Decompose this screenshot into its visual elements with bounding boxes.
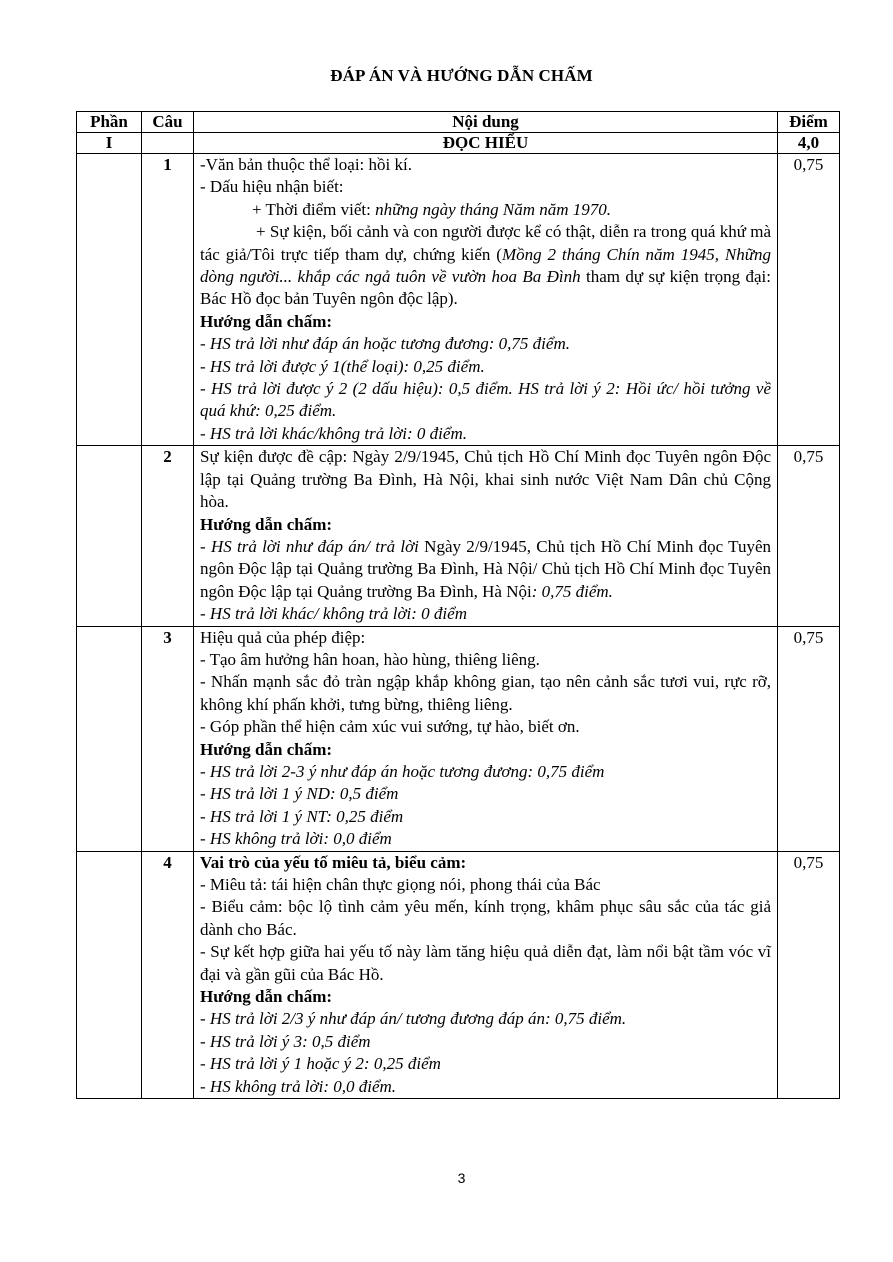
table-header-row xyxy=(77,112,840,133)
content-heading: Vai trò của yếu tố miêu tả, biểu cảm: xyxy=(200,852,467,872)
table-row xyxy=(77,626,840,851)
header-content: Nội dung xyxy=(194,112,778,133)
table-row xyxy=(77,446,840,626)
part-cell xyxy=(77,446,142,626)
content-text: + Thời điểm viết: xyxy=(252,199,376,219)
content-line: - Tạo âm hưởng hân hoan, hào hùng, thiêng liêng. xyxy=(200,649,540,669)
guide-heading: Hướng dẫn chấm: xyxy=(200,987,333,1007)
content-line: - Miêu tả: tái hiện chân thực giọng nói, phong thái của Bác xyxy=(200,875,601,894)
content-line xyxy=(200,221,771,311)
header-part: Phần xyxy=(77,112,142,133)
part-cell xyxy=(77,851,142,1098)
content-line: Sự kiện được đề cập: Ngày 2/9/1945, Chủ tịch Hồ Chí Minh đọc Tuyên ngôn Độc lập tại Quảng trường Ba Đình, Hà Nội, khai sinh nước Việt Nam Dân chủ Cộng hòa. xyxy=(200,447,771,512)
section-name: ĐỌC HIỂU xyxy=(194,133,778,154)
content-line: - Sự kết hợp giữa hai yếu tố này làm tăng hiệu quả diễn đạt, làm nổi bật tầm vóc vĩ đại và gần gũi của Bác Hồ. xyxy=(200,942,771,984)
guide-line: - HS trả lời như đáp án hoặc tương đương: 0,75 điểm. xyxy=(200,334,570,354)
guide-line: - HS trả lời được ý 1(thể loại): 0,25 điểm. xyxy=(200,356,485,376)
answer-content xyxy=(194,154,778,446)
guide-line: - HS trả lời 2/3 ý như đáp án/ tương đương đáp án: 0,75 điểm. xyxy=(200,1009,627,1029)
answer-content xyxy=(194,626,778,851)
guide-heading: Hướng dẫn chấm: xyxy=(200,514,333,534)
page-title: ĐÁP ÁN VÀ HƯỚNG DẪN CHẤM xyxy=(330,66,593,85)
table-row xyxy=(77,154,840,446)
question-number: 4 xyxy=(142,851,194,1098)
content-text: - HS trả lời như đáp án/ trả lời xyxy=(200,536,419,556)
guide-heading: Hướng dẫn chấm: xyxy=(200,739,333,759)
guide-line: - HS trả lời ý 1 hoặc ý 2: 0,25 điểm xyxy=(200,1054,441,1074)
page-number: 3 xyxy=(457,1170,466,1186)
content-line: - Góp phần thể hiện cảm xúc vui sướng, tự hào, biết ơn. xyxy=(200,717,580,737)
guide-line: - HS không trả lời: 0,0 điểm xyxy=(200,829,392,849)
score-cell: 0,75 xyxy=(778,626,840,851)
content-line xyxy=(200,199,771,221)
content-line: Hiệu quả của phép điệp: xyxy=(200,627,366,647)
header-question: Câu xyxy=(142,112,194,133)
content-line: - Biểu cảm: bộc lộ tình cảm yêu mến, kính trọng, khâm phục sâu sắc của tác giả dành cho Bác. xyxy=(200,897,771,939)
answer-table xyxy=(76,111,840,1099)
guide-line: - HS trả lời khác/không trả lời: 0 điểm. xyxy=(200,423,467,443)
score-cell: 0,75 xyxy=(778,154,840,446)
score-cell: 0,75 xyxy=(778,446,840,626)
guide-line xyxy=(200,536,771,603)
section-row xyxy=(77,133,840,154)
question-number: 2 xyxy=(142,446,194,626)
part-cell xyxy=(77,154,142,446)
score-cell: 0,75 xyxy=(778,851,840,1098)
part-cell xyxy=(77,626,142,851)
question-number: 1 xyxy=(142,154,194,446)
question-number: 3 xyxy=(142,626,194,851)
guide-heading: Hướng dẫn chấm: xyxy=(200,311,333,331)
content-text: + Sự kiện, bối cảnh và con người được kể có thật, diễn ra trong quá khứ mà tác giả/Tôi trực tiếp tham dự, chứng kiến ( xyxy=(200,222,771,264)
section-part: I xyxy=(77,133,142,154)
content-text: : 0,75 điểm. xyxy=(531,581,613,601)
content-text: tham dự sự kiện trọng đại: Bác Hồ đọc bản Tuyên ngôn độc lập). xyxy=(200,267,771,309)
guide-line: - HS trả lời được ý 2 (2 dấu hiệu): 0,5 điểm. HS trả lời ý 2: Hồi ức/ hồi tưởng về quá khứ: 0,25 điểm. xyxy=(200,379,771,421)
header-score: Điểm xyxy=(778,112,840,133)
guide-line: - HS trả lời 1 ý ND: 0,5 điểm xyxy=(200,784,399,804)
guide-line: - HS trả lời ý 3: 0,5 điểm xyxy=(200,1031,371,1051)
content-text: Ngày 2/9/1945, Chủ tịch Hồ Chí Minh đọc Tuyên ngôn Độc lập tại Quảng trường Ba Đình, Hà Nội/ Chủ tịch Hồ Chí Minh đọc Tuyên ngôn Độc lập tại Quảng trường Ba Đình, Hà Nội xyxy=(200,536,771,601)
content-text: Mồng 2 tháng Chín năm 1945, Những dòng người... khắp các ngả tuôn về vườn hoa Ba Đình xyxy=(200,244,771,287)
section-score: 4,0 xyxy=(778,133,840,154)
answer-content xyxy=(194,851,778,1098)
guide-line: - HS không trả lời: 0,0 điểm. xyxy=(200,1076,397,1096)
guide-line: - HS trả lời khác/ không trả lời: 0 điểm xyxy=(200,604,467,624)
section-question-empty xyxy=(142,133,194,154)
guide-line: - HS trả lời 2-3 ý như đáp án hoặc tương đương: 0,75 điểm xyxy=(200,761,605,781)
table-row xyxy=(77,851,840,1098)
content-line: -Văn bản thuộc thể loại: hồi kí. xyxy=(200,155,412,174)
guide-line: - HS trả lời 1 ý NT: 0,25 điểm xyxy=(200,806,404,826)
content-text: những ngày tháng Năm năm 1970. xyxy=(375,199,612,219)
answer-content xyxy=(194,446,778,626)
content-line: - Nhấn mạnh sắc đỏ tràn ngập khắp không gian, tạo nên cảnh sắc tươi vui, rực rỡ, không khí phấn khởi, tưng bừng, thiêng liêng. xyxy=(200,672,771,714)
content-line: - Dấu hiệu nhận biết: xyxy=(200,177,344,197)
